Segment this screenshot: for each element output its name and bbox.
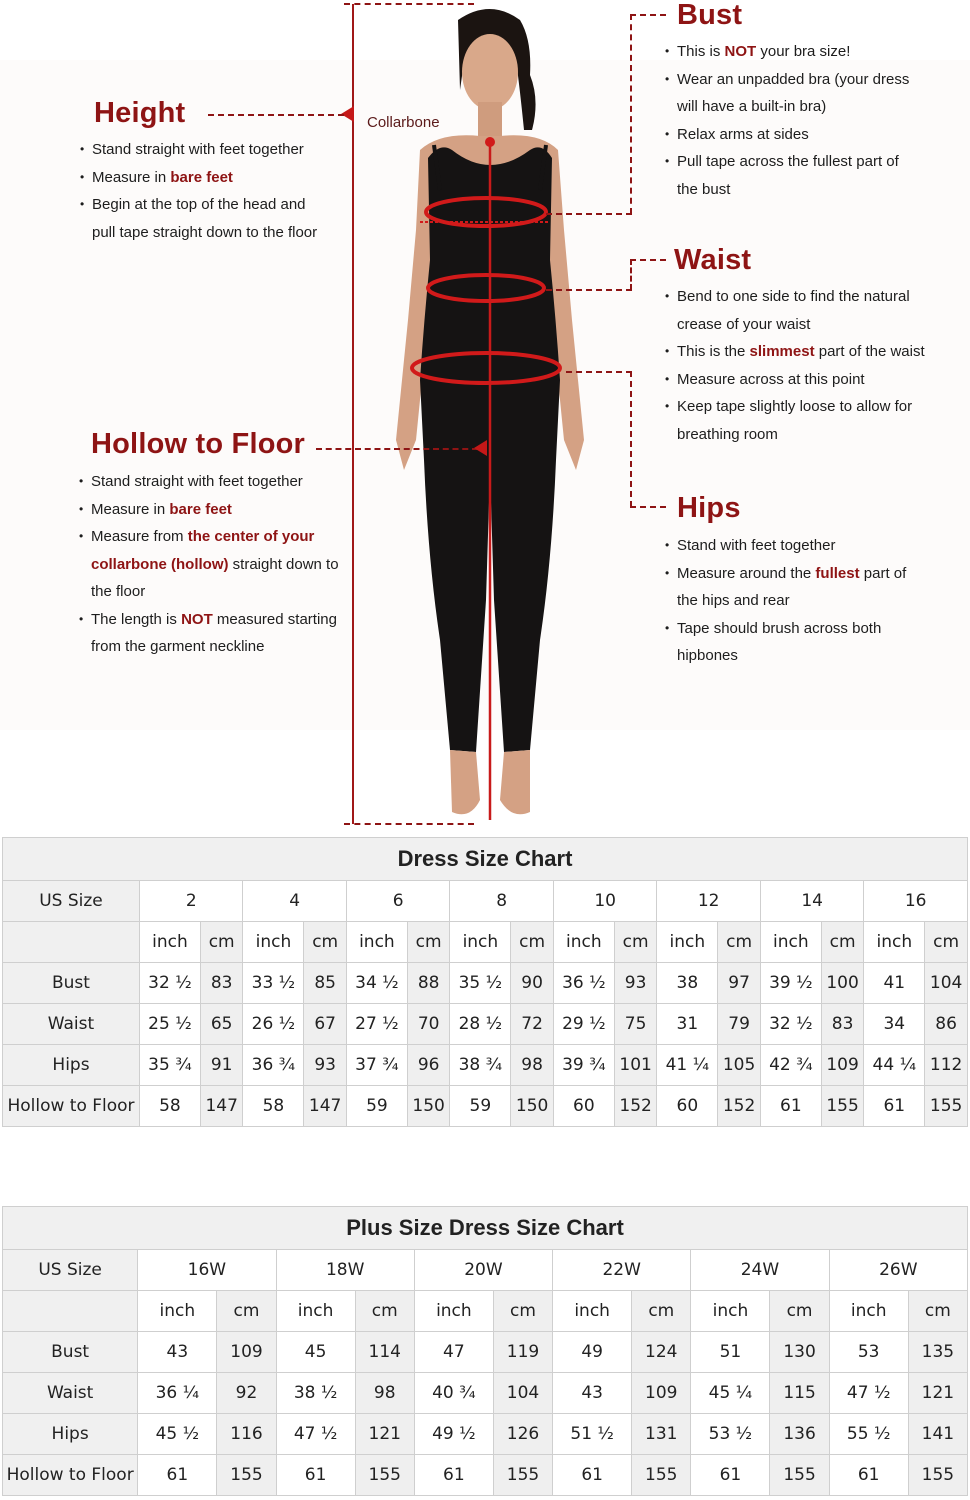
cm-value: 124 — [632, 1332, 691, 1373]
dress-chart-title: Dress Size Chart — [3, 838, 968, 881]
size-header: 26W — [829, 1250, 967, 1291]
waist-tip: • Keep tape slightly loose to allow for breathing room — [665, 393, 935, 448]
bust-leader-line — [546, 213, 632, 215]
waist-tip: • Measure across at this point — [665, 366, 935, 394]
inch-value: 61 — [864, 1086, 925, 1127]
inch-value: 49 — [553, 1332, 632, 1373]
unit-inch-header: inch — [276, 1291, 355, 1332]
unit-cm-header: cm — [821, 922, 864, 963]
unit-cm-header: cm — [511, 922, 554, 963]
unit-cm-header: cm — [614, 922, 657, 963]
unit-cm-header: cm — [493, 1291, 552, 1332]
cm-value: 109 — [821, 1045, 864, 1086]
measurement-label: Waist — [3, 1004, 140, 1045]
cm-value: 75 — [614, 1004, 657, 1045]
size-header-row — [3, 881, 968, 922]
cm-value: 97 — [718, 963, 761, 1004]
inch-value: 43 — [138, 1332, 217, 1373]
inch-value: 61 — [760, 1086, 821, 1127]
cm-value: 155 — [217, 1455, 276, 1496]
waist-leader-line — [546, 289, 632, 291]
unit-inch-header: inch — [829, 1291, 908, 1332]
unit-cm-header: cm — [770, 1291, 829, 1332]
size-header: 18W — [276, 1250, 414, 1291]
hollow-tip: • Stand straight with feet together — [79, 468, 347, 496]
cm-value: 147 — [200, 1086, 243, 1127]
inch-value: 43 — [553, 1373, 632, 1414]
inch-value: 29 ½ — [553, 1004, 614, 1045]
hollow-leader-line — [316, 448, 478, 450]
hips-heading: Hips — [677, 492, 741, 524]
bust-heading: Bust — [677, 0, 743, 31]
table-row — [3, 1045, 968, 1086]
us-size-label: US Size — [3, 881, 140, 922]
inch-value: 58 — [139, 1086, 200, 1127]
inch-value: 44 ¼ — [864, 1045, 925, 1086]
table-row — [3, 1332, 968, 1373]
inch-value: 61 — [829, 1455, 908, 1496]
waist-tip: • Bend to one side to find the natural crease of your waist — [665, 283, 935, 338]
hollow-tip: • Measure in bare feet — [79, 496, 347, 524]
unit-cm-header: cm — [200, 922, 243, 963]
cm-value: 83 — [200, 963, 243, 1004]
cm-value: 105 — [718, 1045, 761, 1086]
inch-value: 58 — [243, 1086, 304, 1127]
bust-tip: • Wear an unpadded bra (your dress will have a built-in bra) — [665, 66, 915, 121]
unit-cm-header: cm — [908, 1291, 967, 1332]
cm-value: 121 — [355, 1414, 414, 1455]
unit-cm-header: cm — [217, 1291, 276, 1332]
cm-value: 155 — [355, 1455, 414, 1496]
cm-value: 155 — [632, 1455, 691, 1496]
unit-cm-header: cm — [632, 1291, 691, 1332]
cm-value: 88 — [407, 963, 450, 1004]
table-row — [3, 1373, 968, 1414]
cm-value: 92 — [217, 1373, 276, 1414]
hollow-to-floor-tips — [79, 468, 347, 661]
cm-value: 93 — [614, 963, 657, 1004]
cm-value: 90 — [511, 963, 554, 1004]
inch-value: 47 — [414, 1332, 493, 1373]
unit-inch-header: inch — [864, 922, 925, 963]
unit-inch-header: inch — [414, 1291, 493, 1332]
inch-value: 60 — [657, 1086, 718, 1127]
table-row — [3, 963, 968, 1004]
height-tip: • Stand straight with feet together — [80, 136, 330, 164]
cm-value: 67 — [304, 1004, 347, 1045]
size-header: 12 — [657, 881, 760, 922]
unit-row-label — [3, 922, 140, 963]
cm-value: 96 — [407, 1045, 450, 1086]
inch-value: 42 ¾ — [760, 1045, 821, 1086]
inch-value: 41 ¼ — [657, 1045, 718, 1086]
hollow-arrow-icon — [474, 440, 487, 456]
inch-value: 28 ½ — [450, 1004, 511, 1045]
hips-leader-vertical — [630, 371, 632, 507]
cm-value: 150 — [407, 1086, 450, 1127]
cm-value: 104 — [493, 1373, 552, 1414]
waist-heading: Waist — [674, 244, 752, 276]
measurement-label: Hollow to Floor — [3, 1455, 138, 1496]
unit-inch-header: inch — [553, 922, 614, 963]
waist-tips — [665, 283, 935, 448]
inch-value: 45 ½ — [138, 1414, 217, 1455]
table-row — [3, 1455, 968, 1496]
size-header-row — [3, 1250, 968, 1291]
inch-value: 55 ½ — [829, 1414, 908, 1455]
height-measure-line — [352, 4, 354, 824]
measurement-label: Hips — [3, 1045, 140, 1086]
cm-value: 86 — [925, 1004, 968, 1045]
inch-value: 45 ¼ — [691, 1373, 770, 1414]
height-heading: Height — [94, 97, 186, 129]
collarbone-label: Collarbone — [367, 114, 440, 131]
height-tip: • Begin at the top of the head and pull tape straight down to the floor — [80, 191, 330, 246]
inch-value: 47 ½ — [276, 1414, 355, 1455]
cm-value: 121 — [908, 1373, 967, 1414]
size-header: 4 — [243, 881, 346, 922]
inch-value: 35 ¾ — [139, 1045, 200, 1086]
inch-value: 36 ½ — [553, 963, 614, 1004]
cm-value: 155 — [493, 1455, 552, 1496]
bust-tip: • Relax arms at sides — [665, 121, 915, 149]
cm-value: 126 — [493, 1414, 552, 1455]
cm-value: 141 — [908, 1414, 967, 1455]
hips-tip: • Tape should brush across both hipbones — [665, 615, 925, 670]
cm-value: 131 — [632, 1414, 691, 1455]
cm-value: 79 — [718, 1004, 761, 1045]
table-row — [3, 1414, 968, 1455]
inch-value: 38 ½ — [276, 1373, 355, 1414]
inch-value: 41 — [864, 963, 925, 1004]
inch-value: 32 ½ — [139, 963, 200, 1004]
size-header: 24W — [691, 1250, 829, 1291]
measurement-label: Bust — [3, 1332, 138, 1373]
cm-value: 104 — [925, 963, 968, 1004]
cm-value: 85 — [304, 963, 347, 1004]
plus-size-chart-table — [2, 1206, 968, 1496]
size-header: 2 — [139, 881, 242, 922]
inch-value: 60 — [553, 1086, 614, 1127]
inch-value: 47 ½ — [829, 1373, 908, 1414]
unit-cm-header: cm — [407, 922, 450, 963]
size-header: 8 — [450, 881, 553, 922]
hips-tips — [665, 532, 925, 670]
size-header: 14 — [760, 881, 863, 922]
unit-header-row — [3, 922, 968, 963]
cm-value: 135 — [908, 1332, 967, 1373]
dress-size-chart-table — [2, 837, 968, 1127]
cm-value: 152 — [614, 1086, 657, 1127]
inch-value: 25 ½ — [139, 1004, 200, 1045]
inch-value: 33 ½ — [243, 963, 304, 1004]
inch-value: 27 ½ — [346, 1004, 407, 1045]
table-row — [3, 1086, 968, 1127]
bust-leader-top — [630, 14, 666, 16]
inch-value: 38 — [657, 963, 718, 1004]
cm-value: 112 — [925, 1045, 968, 1086]
inch-value: 61 — [138, 1455, 217, 1496]
cm-value: 70 — [407, 1004, 450, 1045]
inch-value: 61 — [276, 1455, 355, 1496]
inch-value: 61 — [553, 1455, 632, 1496]
height-leader-line — [208, 114, 344, 116]
table-row — [3, 1004, 968, 1045]
bust-tip: • This is NOT your bra size! — [665, 38, 915, 66]
cm-value: 116 — [217, 1414, 276, 1455]
waist-leader-top — [630, 259, 666, 261]
cm-value: 152 — [718, 1086, 761, 1127]
cm-value: 109 — [632, 1373, 691, 1414]
waist-tip: • This is the slimmest part of the waist — [665, 338, 935, 366]
hollow-to-floor-heading: Hollow to Floor — [91, 428, 306, 460]
cm-value: 98 — [511, 1045, 554, 1086]
inch-value: 45 — [276, 1332, 355, 1373]
cm-value: 100 — [821, 963, 864, 1004]
unit-inch-header: inch — [138, 1291, 217, 1332]
inch-value: 32 ½ — [760, 1004, 821, 1045]
size-header: 22W — [553, 1250, 691, 1291]
inch-value: 34 ½ — [346, 963, 407, 1004]
cm-value: 65 — [200, 1004, 243, 1045]
cm-value: 98 — [355, 1373, 414, 1414]
hips-leader-line — [566, 371, 632, 373]
measurement-label: Bust — [3, 963, 140, 1004]
inch-value: 39 ½ — [760, 963, 821, 1004]
inch-value: 61 — [691, 1455, 770, 1496]
bust-leader-vertical — [630, 14, 632, 214]
hips-tip: • Measure around the fullest part of the hips and rear — [665, 560, 925, 615]
inch-value: 26 ½ — [243, 1004, 304, 1045]
unit-row-label — [3, 1291, 138, 1332]
inch-value: 59 — [450, 1086, 511, 1127]
waist-leader-vertical — [630, 259, 632, 290]
unit-cm-header: cm — [304, 922, 347, 963]
unit-inch-header: inch — [553, 1291, 632, 1332]
cm-value: 155 — [925, 1086, 968, 1127]
inch-value: 36 ¾ — [243, 1045, 304, 1086]
cm-value: 91 — [200, 1045, 243, 1086]
cm-value: 130 — [770, 1332, 829, 1373]
size-header: 20W — [414, 1250, 552, 1291]
cm-value: 119 — [493, 1332, 552, 1373]
measurement-label: Hips — [3, 1414, 138, 1455]
hips-tip: • Stand with feet together — [665, 532, 925, 560]
cm-value: 93 — [304, 1045, 347, 1086]
cm-value: 72 — [511, 1004, 554, 1045]
hips-leader-bottom — [630, 506, 666, 508]
measurement-label: Waist — [3, 1373, 138, 1414]
dress-chart-body — [3, 881, 968, 1127]
inch-value: 31 — [657, 1004, 718, 1045]
cm-value: 136 — [770, 1414, 829, 1455]
measurement-label: Hollow to Floor — [3, 1086, 140, 1127]
inch-value: 49 ½ — [414, 1414, 493, 1455]
hollow-tip: • Measure from the center of your collarbone (hollow) straight down to the floor — [79, 523, 347, 606]
unit-inch-header: inch — [450, 922, 511, 963]
cm-value: 115 — [770, 1373, 829, 1414]
inch-value: 37 ¾ — [346, 1045, 407, 1086]
size-header: 16W — [138, 1250, 276, 1291]
cm-value: 155 — [908, 1455, 967, 1496]
bust-tip: • Pull tape across the fullest part of the bust — [665, 148, 915, 203]
size-header: 6 — [346, 881, 449, 922]
cm-value: 101 — [614, 1045, 657, 1086]
inch-value: 51 — [691, 1332, 770, 1373]
hollow-tip: • The length is NOT measured starting from the garment neckline — [79, 606, 347, 661]
unit-inch-header: inch — [346, 922, 407, 963]
inch-value: 39 ¾ — [553, 1045, 614, 1086]
inch-value: 61 — [414, 1455, 493, 1496]
unit-inch-header: inch — [657, 922, 718, 963]
size-header: 10 — [553, 881, 656, 922]
height-top-line — [344, 3, 474, 5]
inch-value: 38 ¾ — [450, 1045, 511, 1086]
inch-value: 59 — [346, 1086, 407, 1127]
size-header: 16 — [864, 881, 968, 922]
inch-value: 40 ¾ — [414, 1373, 493, 1414]
unit-inch-header: inch — [760, 922, 821, 963]
cm-value: 83 — [821, 1004, 864, 1045]
inch-value: 53 — [829, 1332, 908, 1373]
cm-value: 114 — [355, 1332, 414, 1373]
us-size-label: US Size — [3, 1250, 138, 1291]
unit-cm-header: cm — [718, 922, 761, 963]
inch-value: 53 ½ — [691, 1414, 770, 1455]
unit-cm-header: cm — [925, 922, 968, 963]
cm-value: 109 — [217, 1332, 276, 1373]
unit-inch-header: inch — [139, 922, 200, 963]
unit-cm-header: cm — [355, 1291, 414, 1332]
inch-value: 34 — [864, 1004, 925, 1045]
cm-value: 150 — [511, 1086, 554, 1127]
plus-chart-title: Plus Size Dress Size Chart — [3, 1207, 968, 1250]
cm-value: 147 — [304, 1086, 347, 1127]
inch-value: 36 ¼ — [138, 1373, 217, 1414]
bust-tips — [665, 38, 915, 203]
inch-value: 51 ½ — [553, 1414, 632, 1455]
cm-value: 155 — [770, 1455, 829, 1496]
unit-inch-header: inch — [691, 1291, 770, 1332]
height-tip: • Measure in bare feet — [80, 164, 330, 192]
height-tips — [80, 136, 330, 246]
inch-value: 35 ½ — [450, 963, 511, 1004]
unit-inch-header: inch — [243, 922, 304, 963]
cm-value: 155 — [821, 1086, 864, 1127]
height-bottom-line — [344, 823, 474, 825]
unit-header-row — [3, 1291, 968, 1332]
plus-chart-body — [3, 1250, 968, 1496]
